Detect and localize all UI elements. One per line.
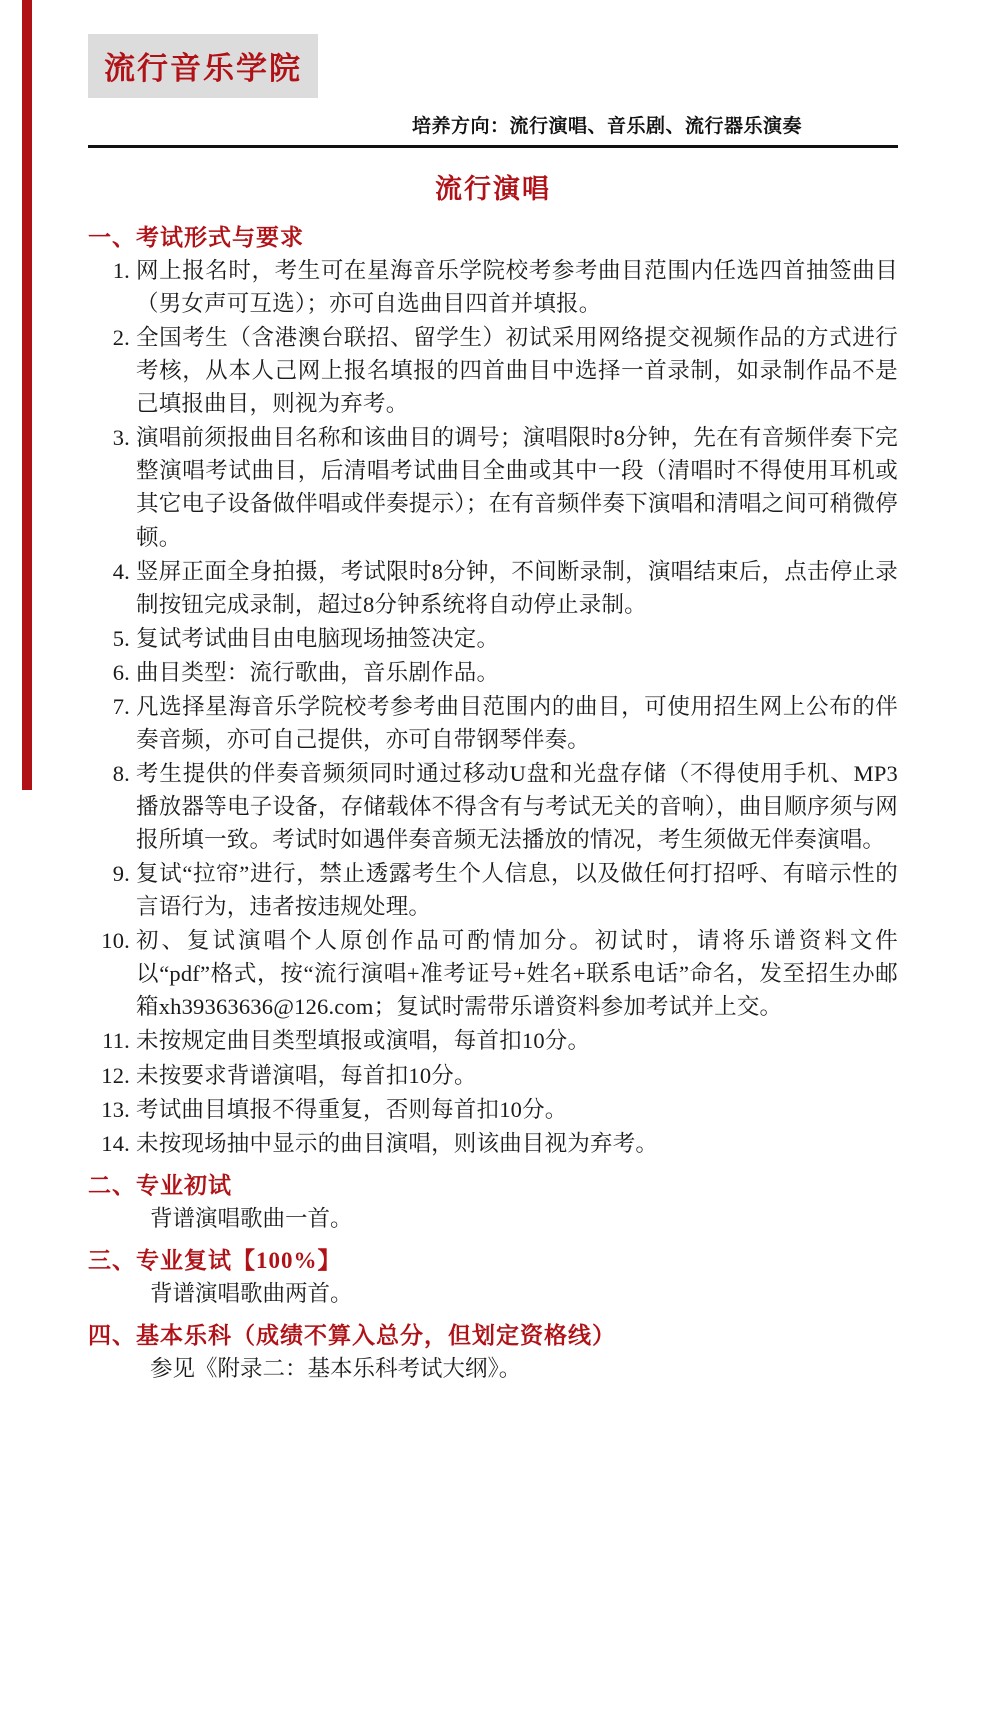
list-item-text: 未按现场抽中显示的曲目演唱，则该曲目视为弃考。 bbox=[136, 1130, 659, 1156]
page-title: 流行演唱 bbox=[435, 174, 551, 204]
list-item-text: 考生提供的伴奏音频须同时通过移动U盘和光盘存储（不得使用手机、MP3播放器等电子设备，存储载体不得含有与考试无关的音响），曲目顺序须与网报所填一致。考试时如遇伴奏音频无法播放的情况，考生须做无伴奏演唱。 bbox=[136, 760, 898, 853]
list-item-number: 6. bbox=[112, 659, 130, 685]
list-item bbox=[88, 321, 898, 420]
list-item-number: 4. bbox=[112, 558, 130, 584]
section-heading-exam-form: 一、考试形式与要求 bbox=[88, 225, 304, 250]
list-item-text: 全国考生（含港澳台联招、留学生）初试采用网络提交视频作品的方式进行考核，从本人己网上报名填报的四首曲目中选择一首录制，如录制作品不是己填报曲目，则视为弃考。 bbox=[136, 325, 898, 417]
document-content bbox=[88, 0, 898, 1386]
list-item bbox=[88, 622, 898, 655]
left-red-bar bbox=[22, 0, 32, 790]
list-item bbox=[88, 254, 898, 320]
section-heading-first-exam: 二、专业初试 bbox=[88, 1172, 232, 1198]
list-item-text: 曲目类型：流行歌曲，音乐剧作品。 bbox=[136, 659, 500, 685]
list-item bbox=[88, 690, 898, 756]
list-item bbox=[88, 1024, 898, 1057]
list-item-number: 2. bbox=[112, 325, 130, 351]
section-body-basic-theory: 参见《附录二：基本乐科考试大纲》。 bbox=[150, 1355, 522, 1381]
list-item-number: 3. bbox=[112, 425, 130, 451]
list-item-text: 竖屏正面全身拍摄，考试限时8分钟，不间断录制，演唱结束后，点击停止录制按钮完成录制，超过8分钟系统将自动停止录制。 bbox=[136, 558, 898, 617]
list-item-text: 未按规定曲目类型填报或演唱，每首扣10分。 bbox=[136, 1028, 591, 1054]
list-item bbox=[88, 656, 898, 689]
list-item bbox=[88, 924, 898, 1023]
list-item-text: 考试曲目填报不得重复，否则每首扣10分。 bbox=[136, 1096, 568, 1122]
header-divider bbox=[88, 145, 898, 148]
section-body-first-exam: 背谱演唱歌曲一首。 bbox=[150, 1205, 353, 1231]
list-item bbox=[88, 857, 898, 923]
list-item-text: 网上报名时，考生可在星海音乐学院校考参考曲目范围内任选四首抽签曲目（男女声可互选）；亦可自选曲目四首并填报。 bbox=[136, 258, 898, 317]
list-item-number: 5. bbox=[112, 625, 130, 651]
list-item bbox=[88, 757, 898, 856]
list-item-text: 演唱前须报曲目名称和该曲目的调号；演唱限时8分钟，先在有音频伴奏下完整演唱考试曲目，后清唱考试曲目全曲或其中一段（清唱时不得使用耳机或其它电子设备做伴唱或伴奏提示）；在有音频伴奏下演唱和清唱之间可稍微停顿。 bbox=[136, 425, 898, 550]
list-item-text: 初、复试演唱个人原创作品可酌情加分。初试时，请将乐谱资料文件以“pdf”格式，按“流行演唱+准考证号+姓名+联系电话”命名，发至招生办邮箱xh39363636@126.com；复试时需带乐谱资料参加考试并上交。 bbox=[136, 928, 898, 1020]
list-item-text: 凡选择星海音乐学院校考参考曲目范围内的曲目，可使用招生网上公布的伴奏音频，亦可自己提供，亦可自带钢琴伴奏。 bbox=[136, 693, 898, 752]
list-item-number: 7. bbox=[112, 693, 130, 719]
list-item-text: 复试“拉帘”进行，禁止透露考生个人信息，以及做任何打招呼、有暗示性的言语行为，违者按违规处理。 bbox=[136, 861, 898, 920]
list-item-number: 10. bbox=[101, 928, 130, 954]
list-item-number: 11. bbox=[102, 1028, 130, 1054]
list-item-text: 复试考试曲目由电脑现场抽签决定。 bbox=[136, 625, 500, 651]
list-item-number: 9. bbox=[112, 861, 130, 887]
list-item-number: 13. bbox=[101, 1096, 130, 1122]
list-item bbox=[88, 421, 898, 553]
section-heading-second-exam: 三、专业复试【100%】 bbox=[88, 1247, 342, 1273]
list-item bbox=[88, 555, 898, 621]
section-body-second-exam: 背谱演唱歌曲两首。 bbox=[150, 1280, 353, 1306]
list-item-number: 8. bbox=[112, 760, 130, 786]
list-item-text: 未按要求背谱演唱，每首扣10分。 bbox=[136, 1062, 477, 1088]
list-item bbox=[88, 1059, 898, 1092]
list-item-number: 1. bbox=[112, 258, 130, 283]
list-item-number: 14. bbox=[101, 1130, 130, 1156]
college-badge: 流行音乐学院 bbox=[88, 34, 318, 98]
list-item-number: 12. bbox=[101, 1062, 130, 1088]
list-item bbox=[88, 1093, 898, 1126]
list-item bbox=[88, 1127, 898, 1160]
exam-requirements-list bbox=[88, 254, 898, 1160]
training-direction-line: 培养方向：流行演唱、音乐剧、流行器乐演奏 bbox=[411, 116, 802, 137]
section-heading-basic-theory: 四、基本乐科（成绩不算入总分，但划定资格线） bbox=[88, 1322, 616, 1348]
